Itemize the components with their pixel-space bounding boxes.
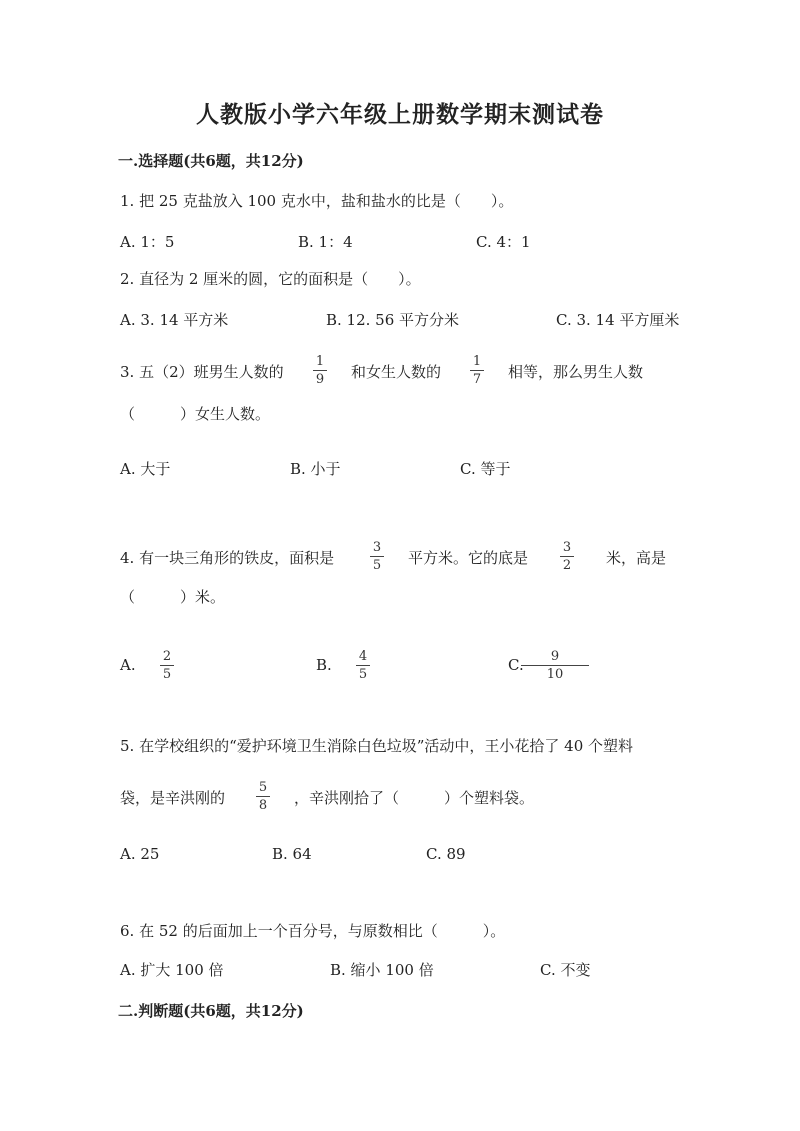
q3-option-b: B. 小于 xyxy=(290,460,341,478)
q5-fraction-denominator: 8 xyxy=(258,798,268,813)
q3-fraction-1-denominator: 9 xyxy=(315,372,325,387)
question-3-line2: （ ）女生人数。 xyxy=(120,405,271,423)
q4-option-c-numerator: 9 xyxy=(550,649,560,664)
q1-option-a: A. 1：5 xyxy=(120,233,175,251)
q4-option-b-denominator: 5 xyxy=(358,667,368,682)
question-1: 1. 把 25 克盐放入 100 克水中，盐和盐水的比是（ ）。 xyxy=(120,192,514,210)
q1-option-c: C. 4：1 xyxy=(476,233,531,251)
page-title: 人教版小学六年级上册数学期末测试卷 xyxy=(196,101,604,128)
q5-fraction xyxy=(256,781,270,812)
question-3-part1: 3. 五（2）班男生人数的 xyxy=(120,363,284,381)
q3-fraction-2-numerator: 1 xyxy=(472,354,482,369)
q5-option-c: C. 89 xyxy=(426,845,466,863)
fraction-bar xyxy=(313,370,327,371)
fraction-bar xyxy=(560,556,574,557)
question-5-part2: ，辛洪刚拾了（ ）个塑料袋。 xyxy=(294,789,535,807)
q1-option-b: B. 1：4 xyxy=(298,233,353,251)
q5-fraction-numerator: 5 xyxy=(258,780,268,795)
question-2: 2. 直径为 2 厘米的圆，它的面积是（ ）。 xyxy=(120,270,421,288)
fraction-bar xyxy=(370,556,384,557)
question-4-part1: 4. 有一块三角形的铁皮，面积是 xyxy=(120,549,335,567)
q4-fraction-2-denominator: 2 xyxy=(562,558,572,573)
fraction-bar xyxy=(160,665,174,666)
section-heading-judgement: 二.判断题(共6题，共12分) xyxy=(118,1002,304,1020)
q3-fraction-1 xyxy=(313,355,327,386)
q6-option-b: B. 缩小 100 倍 xyxy=(330,961,434,979)
q4-option-b-numerator: 4 xyxy=(358,649,368,664)
q3-fraction-2-denominator: 7 xyxy=(472,372,482,387)
q5-option-b: B. 64 xyxy=(272,845,312,863)
q4-fraction-2-numerator: 3 xyxy=(562,540,572,555)
fraction-bar xyxy=(521,665,589,666)
q4-fraction-1-numerator: 3 xyxy=(372,540,382,555)
q5-option-a: A. 25 xyxy=(120,845,160,863)
q3-fraction-1-numerator: 1 xyxy=(315,354,325,369)
q4-option-c-fraction xyxy=(521,650,589,681)
q4-option-c-denominator: 10 xyxy=(546,667,564,682)
question-5-part1: 袋，是辛洪刚的 xyxy=(120,789,226,807)
fraction-bar xyxy=(256,796,270,797)
question-3-part3: 相等，那么男生人数 xyxy=(508,363,644,381)
question-4-part2: 平方米。它的底是 xyxy=(408,549,529,567)
q4-option-a: A. xyxy=(120,656,136,674)
q3-option-c: C. 等于 xyxy=(460,460,511,478)
q2-option-b: B. 12. 56 平方分米 xyxy=(326,311,460,329)
q2-option-a: A. 3. 14 平方米 xyxy=(120,311,229,329)
q4-fraction-1 xyxy=(370,541,384,572)
q4-option-a-fraction xyxy=(160,650,174,681)
question-5-line1: 5. 在学校组织的“爱护环境卫生消除白色垃圾”活动中，王小花拾了 40 个塑料 xyxy=(120,737,634,755)
question-4-line2: （ ）米。 xyxy=(120,588,226,606)
q2-option-c: C. 3. 14 平方厘米 xyxy=(556,311,680,329)
q4-option-b-fraction xyxy=(356,650,370,681)
q6-option-a: A. 扩大 100 倍 xyxy=(120,961,224,979)
question-4-part3: 米，高是 xyxy=(606,549,667,567)
question-3-part2: 和女生人数的 xyxy=(351,363,442,381)
fraction-bar xyxy=(470,370,484,371)
q6-option-c: C. 不变 xyxy=(540,961,591,979)
fraction-bar xyxy=(356,665,370,666)
q3-fraction-2 xyxy=(470,355,484,386)
section-heading-choice: 一.选择题(共6题，共12分) xyxy=(118,152,304,170)
q4-fraction-1-denominator: 5 xyxy=(372,558,382,573)
q3-option-a: A. 大于 xyxy=(120,460,171,478)
q4-option-b: B. xyxy=(316,656,332,674)
q4-fraction-2 xyxy=(560,541,574,572)
q4-option-a-numerator: 2 xyxy=(162,649,172,664)
question-6: 6. 在 52 的后面加上一个百分号，与原数相比（ ）。 xyxy=(120,922,506,940)
q4-option-c: C. xyxy=(508,656,524,674)
q4-option-a-denominator: 5 xyxy=(162,667,172,682)
